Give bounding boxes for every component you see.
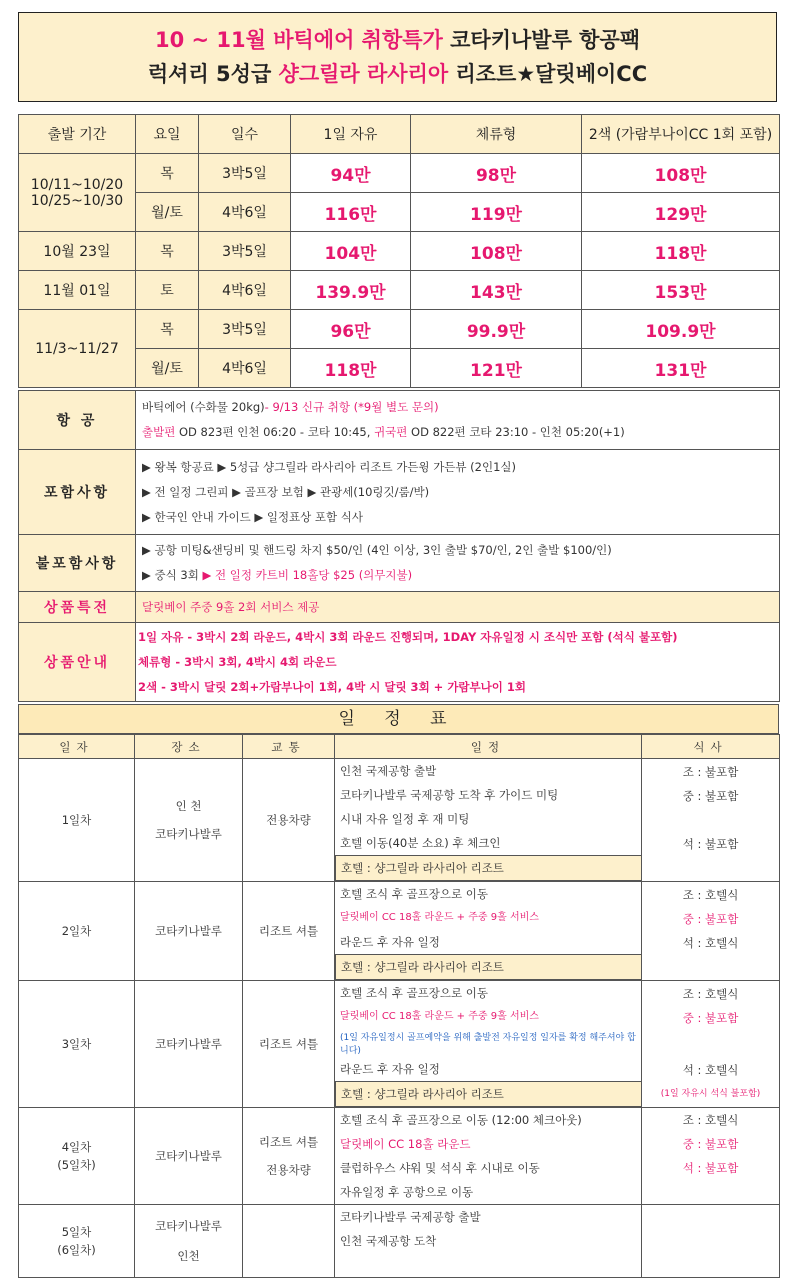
info-row-include bbox=[19, 450, 780, 535]
price-row bbox=[19, 154, 780, 193]
itinerary-item: 인천 국제공항 출발 bbox=[340, 764, 437, 778]
title-line-2-post: 리조트★달릿베이CC bbox=[448, 62, 648, 86]
itinerary-item: 라운드 후 자유 일정 bbox=[340, 1062, 440, 1076]
air-label: 항 공 bbox=[19, 391, 136, 450]
transport-text: 전용차량 bbox=[266, 1163, 311, 1177]
header-free-day: 1일 자유 bbox=[291, 115, 411, 154]
exclude-content bbox=[136, 535, 780, 592]
price-cell: 129만 bbox=[582, 193, 780, 232]
meal-item bbox=[642, 808, 779, 832]
price-cell: 94만 bbox=[291, 154, 411, 193]
nights-cell: 4박6일 bbox=[199, 349, 291, 388]
day-label bbox=[19, 1205, 135, 1278]
day-label: 2일차 bbox=[19, 882, 135, 981]
header-nights: 일수 bbox=[199, 115, 291, 154]
meal-item-empty bbox=[642, 856, 779, 880]
price-cell: 109.9만 bbox=[582, 310, 780, 349]
header-stay: 체류형 bbox=[411, 115, 582, 154]
price-table bbox=[18, 114, 780, 388]
transport-text: 리조트 셔틀 bbox=[258, 1135, 319, 1149]
place-cell bbox=[135, 1205, 243, 1278]
price-cell: 143만 bbox=[411, 271, 582, 310]
schedule-header-place: 장소 bbox=[135, 735, 243, 759]
hotel-line: 호텔 : 샹그릴라 라사리아 리조트 bbox=[335, 1081, 642, 1107]
air-new-route: - 9/13 신규 취항 bbox=[264, 400, 351, 414]
period-text: 10/11~10/20 bbox=[30, 176, 124, 193]
exclude-line bbox=[136, 563, 779, 588]
itinerary-item: 클럽하우스 샤워 및 석식 후 시내로 이동 bbox=[340, 1161, 540, 1175]
price-cell: 116만 bbox=[291, 193, 411, 232]
itinerary-item: 호텔 조식 후 골프장으로 이동 (12:00 체크아웃) bbox=[340, 1113, 582, 1127]
guide-label: 상품안내 bbox=[19, 623, 136, 702]
include-label: 포함사항 bbox=[19, 450, 136, 535]
price-cell: 131만 bbox=[582, 349, 780, 388]
itinerary-item: 달릿베이 CC 18홀 라운드 bbox=[340, 1137, 471, 1151]
price-cell: 104만 bbox=[291, 232, 411, 271]
price-row bbox=[19, 310, 780, 349]
title-line-1 bbox=[19, 23, 776, 57]
itinerary-item: 호텔 조식 후 골프장으로 이동 bbox=[340, 986, 488, 1000]
meals-cell bbox=[642, 882, 780, 981]
meal-item: 중 : 불포함 bbox=[682, 789, 739, 803]
price-row bbox=[19, 271, 780, 310]
air-content bbox=[136, 391, 780, 450]
guide-line: 체류형 - 3박시 3회, 4박시 4회 라운드 bbox=[138, 654, 337, 669]
itinerary-item: 호텔 조식 후 골프장으로 이동 bbox=[340, 887, 488, 901]
transport-cell bbox=[243, 1205, 335, 1278]
title-line-1-rest: 코타키나발루 항공팩 bbox=[442, 28, 641, 52]
itinerary-cell bbox=[335, 981, 642, 1108]
meal-item: 조 : 불포함 bbox=[682, 765, 739, 779]
price-cell: 96만 bbox=[291, 310, 411, 349]
meal-item: 석 : 호텔식 bbox=[682, 936, 739, 950]
include-line: ▶ 전 일정 그린피 ▶ 골프장 보험 ▶ 관광세(10링깃/룸/박) bbox=[142, 484, 430, 499]
meal-item: 조 : 호텔식 bbox=[682, 888, 739, 902]
schedule-row-day2 bbox=[19, 882, 780, 981]
include-content bbox=[136, 450, 780, 535]
exclude-line: ▶ 공항 미팅&샌딩비 및 핸드링 차지 $50/인 (4인 이상, 3인 출발 $70/인, 2인 출발 $100/인) bbox=[142, 543, 612, 557]
itinerary-spacer bbox=[335, 1253, 641, 1277]
period-text: 10/25~10/30 bbox=[30, 192, 124, 209]
special-text: 달릿베이 주중 9홀 2회 서비스 제공 bbox=[142, 599, 320, 614]
day-label-text: (5일차) bbox=[57, 1158, 96, 1172]
return-label: 귀국편 bbox=[374, 425, 408, 439]
itinerary-item: 코타키나발루 국제공항 도착 후 가이드 미팅 bbox=[340, 788, 559, 802]
meal-item: 중 : 불포함 bbox=[682, 912, 739, 926]
nights-cell: 3박5일 bbox=[199, 310, 291, 349]
price-cell: 99.9만 bbox=[411, 310, 582, 349]
day-cell: 월/토 bbox=[136, 193, 199, 232]
header-two-course: 2색 (가람부나이CC 1회 포함) bbox=[582, 115, 780, 154]
price-cell: 98만 bbox=[411, 154, 582, 193]
header-day: 요일 bbox=[136, 115, 199, 154]
meal-item: 조 : 호텔식 bbox=[682, 1113, 739, 1127]
title-line-2-highlight: 샹그릴라 라사리아 bbox=[278, 62, 449, 86]
place-text: 코타키나발루 bbox=[155, 827, 222, 841]
nights-cell: 4박6일 bbox=[199, 193, 291, 232]
transport-cell: 전용차량 bbox=[243, 759, 335, 882]
air-carrier: 바틱에어 (수화물 20kg) bbox=[142, 400, 265, 414]
day-cell: 목 bbox=[136, 154, 199, 193]
price-cell: 119만 bbox=[411, 193, 582, 232]
price-cell: 121만 bbox=[411, 349, 582, 388]
place-cell: 코타키나발루 bbox=[135, 882, 243, 981]
include-line: ▶ 한국인 안내 가이드 ▶ 일정표상 포함 식사 bbox=[142, 509, 364, 524]
itinerary-item: 라운드 후 자유 일정 bbox=[340, 935, 440, 949]
info-table bbox=[18, 390, 780, 702]
price-row bbox=[19, 232, 780, 271]
itinerary-item: 호텔 이동(40분 소요) 후 체크인 bbox=[340, 836, 501, 850]
special-content bbox=[136, 592, 780, 623]
period-cell bbox=[19, 154, 136, 232]
transport-cell: 리조트 셔틀 bbox=[243, 981, 335, 1108]
price-header-row bbox=[19, 115, 780, 154]
special-label: 상품특전 bbox=[19, 592, 136, 623]
price-cell: 139.9만 bbox=[291, 271, 411, 310]
schedule-row-day3 bbox=[19, 981, 780, 1108]
nights-cell: 3박5일 bbox=[199, 154, 291, 193]
schedule-row-day1 bbox=[19, 759, 780, 882]
price-cell: 153만 bbox=[582, 271, 780, 310]
guide-line: 2색 - 3박시 달릿 2회+가람부나이 1회, 4박 시 달릿 3회 + 가람부나이 1회 bbox=[138, 679, 526, 694]
outbound-label: 출발편 bbox=[142, 425, 176, 439]
meal-item: 석 : 불포함 bbox=[682, 1161, 739, 1175]
info-row-guide bbox=[19, 623, 780, 702]
place-text: 코타키나발루 bbox=[155, 1219, 222, 1233]
day-label-text: 4일차 bbox=[61, 1140, 92, 1154]
meal-item: 석 : 호텔식 bbox=[682, 1063, 739, 1077]
schedule-table bbox=[18, 734, 780, 1278]
itinerary-item: 시내 자유 일정 후 재 미팅 bbox=[340, 812, 470, 826]
place-cell bbox=[135, 759, 243, 882]
transport-cell bbox=[243, 1108, 335, 1205]
info-row-special bbox=[19, 592, 780, 623]
itinerary-note: (1일 자유일정시 골프예약을 위해 출발전 자유일정 일자를 확정 해주셔야 합니다) bbox=[340, 1033, 636, 1056]
day-label: 1일차 bbox=[19, 759, 135, 882]
period-cell: 11/3~11/27 bbox=[19, 310, 136, 388]
meal-item: 조 : 호텔식 bbox=[682, 987, 739, 1001]
meals-cell bbox=[642, 1108, 780, 1205]
exclude-cart: ▶ 전 일정 카트비 18홀당 $25 (의무지불) bbox=[202, 568, 413, 582]
itinerary-item: 인천 국제공항 도착 bbox=[340, 1234, 437, 1248]
meal-item: 중 : 불포함 bbox=[682, 1137, 739, 1151]
meal-item bbox=[642, 1030, 779, 1058]
day-cell: 토 bbox=[136, 271, 199, 310]
day-label bbox=[19, 1108, 135, 1205]
hotel-line: 호텔 : 샹그릴라 라사리아 리조트 bbox=[335, 855, 642, 881]
itinerary-item: 코타키나발루 국제공항 출발 bbox=[340, 1210, 481, 1224]
title-line-2 bbox=[19, 57, 776, 91]
info-row-air bbox=[19, 391, 780, 450]
place-text: 인천 bbox=[177, 1249, 200, 1263]
return-flight: OD 822편 코타 23:10 - 인천 05:20(+1) bbox=[407, 425, 625, 439]
meals-cell bbox=[642, 759, 780, 882]
itinerary-cell bbox=[335, 1108, 642, 1205]
day-cell: 목 bbox=[136, 310, 199, 349]
exclude-lunch: ▶ 중식 3회 bbox=[142, 568, 203, 582]
place-cell: 코타키나발루 bbox=[135, 1108, 243, 1205]
transport-cell: 리조트 셔틀 bbox=[243, 882, 335, 981]
itinerary-item: 달릿베이 CC 18홀 라운드 + 주중 9홀 서비스 bbox=[340, 912, 539, 923]
air-note: (*9월 별도 문의) bbox=[350, 400, 439, 414]
title-line-2-pre: 럭셔리 5성급 bbox=[147, 62, 279, 86]
price-cell: 108만 bbox=[582, 154, 780, 193]
place-cell: 코타키나발루 bbox=[135, 981, 243, 1108]
exclude-label: 불포함사항 bbox=[19, 535, 136, 592]
price-cell: 108만 bbox=[411, 232, 582, 271]
meal-note: (1일 자유시 석식 불포함) bbox=[660, 1089, 761, 1099]
title-line-1-highlight: 10 ~ 11월 바틱에어 취항특가 bbox=[154, 28, 443, 52]
day-cell: 월/토 bbox=[136, 349, 199, 388]
price-cell: 118만 bbox=[291, 349, 411, 388]
guide-content bbox=[136, 623, 780, 702]
day-cell: 목 bbox=[136, 232, 199, 271]
outbound-flight: OD 823편 인천 06:20 - 코타 10:45, bbox=[175, 425, 375, 439]
day-label: 3일차 bbox=[19, 981, 135, 1108]
meals-cell bbox=[642, 981, 780, 1108]
itinerary-cell bbox=[335, 1205, 642, 1278]
place-text: 인 천 bbox=[175, 799, 202, 813]
title-banner bbox=[18, 12, 777, 102]
guide-line: 1일 자유 - 3박시 2회 라운드, 4박시 3회 라운드 진행되며, 1DAY 자유일정 시 조식만 포함 (석식 불포함) bbox=[138, 629, 678, 644]
schedule-header-transport: 교통 bbox=[243, 735, 335, 759]
hotel-line: 호텔 : 샹그릴라 라사리아 리조트 bbox=[335, 954, 642, 980]
itinerary-item: 자유일정 후 공항으로 이동 bbox=[340, 1185, 474, 1199]
period-cell: 10월 23일 bbox=[19, 232, 136, 271]
meals-cell bbox=[642, 1205, 780, 1278]
itinerary-cell bbox=[335, 882, 642, 981]
meal-item: 석 : 불포함 bbox=[682, 837, 739, 851]
itinerary-item: 달릿베이 CC 18홀 라운드 + 주중 9홀 서비스 bbox=[340, 1011, 539, 1022]
schedule-header-meals: 식사 bbox=[642, 735, 780, 759]
schedule-header-day: 일자 bbox=[19, 735, 135, 759]
schedule-row-day4 bbox=[19, 1108, 780, 1205]
meal-item: 중 : 불포함 bbox=[682, 1011, 739, 1025]
nights-cell: 3박5일 bbox=[199, 232, 291, 271]
price-cell: 118만 bbox=[582, 232, 780, 271]
header-period: 출발 기간 bbox=[19, 115, 136, 154]
itinerary-cell bbox=[335, 759, 642, 882]
nights-cell: 4박6일 bbox=[199, 271, 291, 310]
schedule-header-itinerary: 일정 bbox=[335, 735, 642, 759]
info-row-exclude bbox=[19, 535, 780, 592]
schedule-header-row bbox=[19, 735, 780, 759]
day-label-text: 5일차 bbox=[61, 1225, 92, 1239]
air-line bbox=[136, 395, 779, 420]
schedule-row-day5 bbox=[19, 1205, 780, 1278]
schedule-title: 일 정 표 bbox=[18, 704, 779, 734]
air-line bbox=[136, 420, 779, 445]
period-cell: 11월 01일 bbox=[19, 271, 136, 310]
include-line: ▶ 왕복 항공료 ▶ 5성급 샹그릴라 라사리아 리조트 가든윙 가든뷰 (2인1실) bbox=[142, 459, 516, 474]
meal-item-empty bbox=[642, 955, 779, 979]
day-label-text: (6일차) bbox=[57, 1243, 96, 1257]
